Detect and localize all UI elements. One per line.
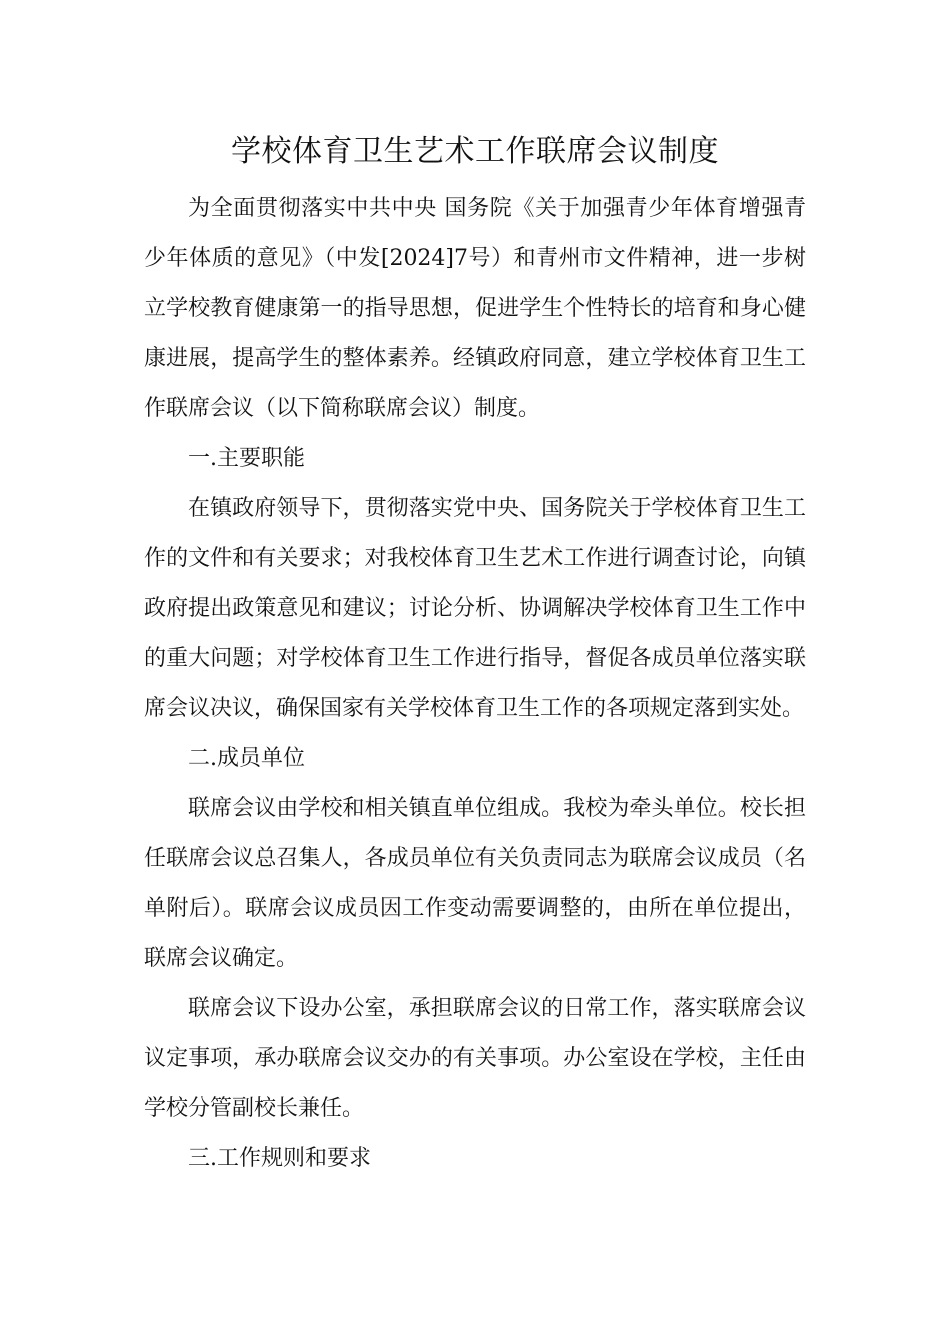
document-body bbox=[144, 126, 806, 1184]
paragraph-members-composition: 联席会议由学校和相关镇直单位组成。我校为牵头单位。校长担任联席会议总召集人，各成员单位有关负责同志为联席会议成员（名单附后）。联席会议成员因工作变动需要调整的，由所在单位提出，联席会议确定。 bbox=[144, 796, 806, 971]
section-heading-members: 二.成员单位 bbox=[188, 746, 305, 771]
document-title: 学校体育卫生艺术工作联席会议制度 bbox=[231, 134, 719, 169]
paragraph-members-office: 联席会议下设办公室，承担联席会议的日常工作，落实联席会议议定事项，承办联席会议交办的有关事项。办公室设在学校，主任由学校分管副校长兼任。 bbox=[144, 996, 806, 1121]
paragraph-duties: 在镇政府领导下，贯彻落实党中央、国务院关于学校体育卫生工作的文件和有关要求；对我校体育卫生艺术工作进行调查讨论，向镇政府提出政策意见和建议；讨论分析、协调解决学校体育卫生工作中的重大问题；对学校体育卫生工作进行指导，督促各成员单位落实联席会议决议，确保国家有关学校体育卫生工作的各项规定落到实处。 bbox=[144, 496, 806, 721]
section-heading-duties: 一.主要职能 bbox=[188, 446, 305, 471]
section-heading-rules: 三.工作规则和要求 bbox=[188, 1146, 371, 1171]
intro-paragraph: 为全面贯彻落实中共中央 国务院《关于加强青少年体育增强青少年体质的意见》（中发[2024]7号）和青州市文件精神，进一步树立学校教育健康第一的指导思想，促进学生个性特长的培育和身心健康进展，提高学生的整体素养。经镇政府同意，建立学校体育卫生工作联席会议（以下简称联席会议）制度。 bbox=[144, 196, 806, 421]
